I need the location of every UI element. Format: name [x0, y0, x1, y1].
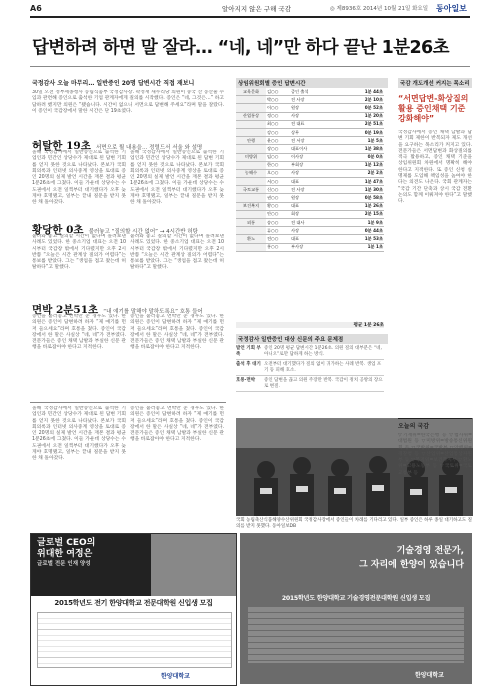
table-cell: [236, 227, 266, 235]
table-cell: 송○○: [266, 219, 290, 227]
table-cell: 부회장: [290, 161, 358, 169]
table-cell: 대표: [290, 178, 358, 186]
table-cell: 외통: [236, 219, 266, 227]
table-row: [236, 137, 384, 145]
problem-text: 증인 20명 평균 답변시간 1분26초. 의원 질의 대부분은 “네, 아니오”로만 답하게 하는 방식.: [264, 346, 382, 357]
table-row: [236, 120, 384, 128]
table-cell: 1분 5초: [358, 137, 384, 145]
photo-caption: 국회 농림축산식품해양수산위원회 국정감사장에서 증인들이 차례를 기다리고 있다. 일부 증인은 하루 종일 대기하고도 질의를 받지 못했다. 동아일보DB: [236, 518, 472, 529]
table-cell: 0분 44초: [358, 227, 384, 235]
section-2-subtitle: 불러놓고 “질의할 시간 없어” → 4시간반 허탕: [88, 229, 198, 235]
problem-label: 발언 기회 부족: [236, 346, 261, 357]
table-cell: 장○○: [266, 145, 290, 153]
ad-left-image: [151, 534, 236, 596]
table-row: [236, 104, 384, 112]
table-cell: 미방위: [236, 153, 266, 161]
problem-row: [236, 376, 384, 392]
problem-label: 호통·면박: [236, 378, 256, 383]
table-cell: 대표이사: [290, 145, 358, 153]
table-row: [236, 235, 384, 243]
table-row: [236, 243, 384, 251]
left-divider: [30, 402, 226, 403]
table-cell: 김○○: [266, 88, 290, 96]
table-cell: [236, 178, 266, 186]
sidebar-title: 국감 개도개선 커지는 목소리: [398, 78, 472, 88]
problem-text: 증인 답변을 끊고 의원 주장만 반복. 국감이 정치 공방의 장으로 변질.: [264, 378, 383, 389]
headline-divider: [30, 66, 470, 67]
section-2-title: 황당한 0초: [32, 224, 84, 236]
problems-list: [236, 344, 384, 392]
table-cell: 0분 58초: [358, 194, 384, 202]
table-cell: 2분 51초: [358, 120, 384, 128]
table-cell: 안○○: [266, 210, 290, 218]
table-cell: 박○○: [266, 96, 290, 104]
second-article-title: 오늘의 국감: [398, 418, 472, 430]
table-cell: 전 대사: [290, 219, 358, 227]
table-cell: 전 사장: [290, 186, 358, 194]
table-cell: 1분 26초: [358, 202, 384, 210]
section-2-col-1: 불려와 놓고 질의할 시간이 없다며 돌려보낸 사례도 있었다. 한 중소기업 대표는 오전 10시부터 국감장 밖에서 기다렸지만 오후 2시 반쯤 “오늘은 시간 관계상 질의가 어렵다”는 통보를 받았다. 그는 “생업을 접고 왔는데 허탈하다”고 말했다.: [32, 234, 126, 271]
table-row: [236, 178, 384, 186]
table-cell: 교육문화: [236, 88, 266, 96]
problems-title: 국정감사 일반증인 대상 신문의 주요 문제점: [236, 334, 388, 344]
table-cell: [236, 161, 266, 169]
table-cell: 부사장: [290, 243, 358, 251]
table-cell: 오○○: [266, 169, 290, 177]
article-cont-col-1: 올해 국정감사에서 일반증인으로 출석한 기업인과 민간인 상당수가 제대로 된 답변 기회를 얻지 못한 것으로 나타났다. 본보가 국회 회의록과 인터넷 의사중계 영상을 토대로 증인 20명의 실제 발언 시간을 재본 결과 평균 1분26초에 그쳤다. 이들 가운데 상당수는 수도권에서 오전 일찍부터 대기했다가 오후 늦게야 호명됐고, 일부는 끝내 질문을 받지 못한 채 돌아갔다.: [32, 406, 126, 462]
table-cell: 2분 10초: [358, 96, 384, 104]
table-cell: 1분 53초: [358, 235, 384, 243]
table-cell: 0분 52초: [358, 104, 384, 112]
table-cell: 이○○: [266, 104, 290, 112]
table-cell: [236, 194, 266, 202]
table-cell: [236, 243, 266, 251]
answer-time-table: [236, 88, 384, 252]
section-1-col-1: 올해 국정감사에서 일반증인으로 출석한 기업인과 민간인 상당수가 제대로 된 답변 기회를 얻지 못한 것으로 나타났다. 본보가 국회 회의록과 인터넷 의사중계 영상을 토대로 증인 20명의 실제 발언 시간을 재본 결과 평균 1분26초에 그쳤다. 이들 가운데 상당수는 수도권에서 오전 일찍부터 대기했다가 오후 늦게야 호명됐고, 일부는 끝내 질문을 받지 못한 채 돌아갔다.: [32, 150, 126, 206]
article-kicker: 국정감사 오늘 마무리… 일반증인 20명 답변시간 직접 재보니: [32, 80, 195, 87]
table-cell: 최○○: [266, 120, 290, 128]
table-cell: 1분 47초: [358, 178, 384, 186]
table-cell: 상무: [290, 128, 358, 136]
table-cell: 1분 44초: [358, 88, 384, 96]
table-cell: [236, 96, 266, 104]
table-cell: 1분 12초: [358, 161, 384, 169]
table-cell: 윤○○: [266, 137, 290, 145]
table-row: [236, 219, 384, 227]
section-3-title: 면박 2분51초: [32, 304, 99, 316]
table-cell: 2분 2초: [358, 169, 384, 177]
table-row: [236, 227, 384, 235]
second-article: [398, 418, 472, 531]
section-1-title: 허탈한 19초: [32, 140, 91, 152]
table-cell: 농해수: [236, 169, 266, 177]
table-footer: 평균 1분 26초: [236, 322, 384, 328]
ad-right-schedule-table: [248, 607, 464, 663]
table-cell: 전 대표: [290, 120, 358, 128]
table-cell: 강○○: [266, 128, 290, 136]
table-cell: 사장: [290, 112, 358, 120]
table-row: [236, 128, 384, 136]
sidebar-body: 국정감사에서 증인 채택 남발과 답변 기회 제한이 반복되자 제도 개선을 요구하는 목소리가 커지고 있다. 전문가들은 서면답변과 화상질의를 적극 활용하고, 증인 채택 기준을 상임위원회 차원에서 명확히 해야 한다고 지적한다. 또 증인 신청 실명제를 도입해 책임성을 높여야 한다는 의견도 나온다. 국회 관계자는 “국감 기간 단축과 상시 국감 전환 논의도 함께 이뤄져야 한다”고 말했다.: [398, 130, 472, 205]
table-cell: 보건복지: [236, 202, 266, 210]
table-row: [236, 96, 384, 104]
table-cell: 대표: [290, 202, 358, 210]
problem-label: 출석 후 대기: [236, 362, 261, 367]
ad-right-line1: 기술경영 전문가,: [396, 546, 464, 556]
article-intro: 30일 오전 정부세종청사 농림식품부 국정감사장. 곽정재 새누리당 의원이 중국 산 농산물 수입과 관련해 증인으로 출석한 기업 관계자에게 질의를 시작했다. 증인은 “네, 그것은…” 하고 답하려 했지만 의원은 “됐습니다. 시간이 없으니 서면으로 답변해 주세요”라며 말을 잘랐다. 이 증인이 국감장에서 말한 시간은 단 19초였다.: [32, 90, 224, 114]
ad-left-banner: [31, 534, 151, 596]
issue-date: ◎ 제8936호 2014년 10월 21일 화요일: [330, 6, 429, 12]
ad-left-line3: 글로벌 전문 인재 양성: [37, 561, 91, 567]
ad-right-title: 2015학년도 한양대학교 기술경영전문대학원 신입생 모집: [281, 595, 431, 602]
table-cell: 회장: [290, 210, 358, 218]
problem-row: [236, 360, 384, 376]
table-cell: 국토교통: [236, 186, 266, 194]
table-cell: 0분 19초: [358, 128, 384, 136]
table-row: [236, 194, 384, 202]
table-row: [236, 169, 384, 177]
table-cell: 안행: [236, 137, 266, 145]
section-1-subtitle: 서면으로 뭘 내용을… 정렬드서 서울 와 설명: [95, 145, 203, 151]
section-slogan: 알아지지 않은 구해 국감: [222, 5, 291, 13]
table-cell: 한○○: [266, 161, 290, 169]
table-cell: 1분 38초: [358, 145, 384, 153]
university-ad-left: [30, 533, 237, 686]
sidebar-headline: “서면답변-화상질의 활용 증인채택 기준 강화해야”: [398, 94, 469, 123]
university-ad-right: [240, 533, 472, 684]
page-number: A6: [30, 4, 42, 13]
ad-right-line2: 그 자리에 한양이 있습니다: [358, 560, 464, 570]
table-cell: 1분 20초: [358, 112, 384, 120]
table-cell: 원장: [290, 194, 358, 202]
header-rule: [30, 16, 470, 18]
problem-row: [236, 344, 384, 360]
ad-left-line1: 글로벌 CEO의: [37, 538, 96, 548]
table-cell: 원장: [290, 104, 358, 112]
ad-right-logo: 한양대학교: [415, 672, 444, 679]
main-headline: 답변하려 하면 말 잘라… “네, 네”만 하다 끝난 1분26초: [32, 38, 449, 58]
table-cell: 이사장: [290, 153, 358, 161]
table-cell: 전○○: [266, 235, 290, 243]
table-row: [236, 210, 384, 218]
table-cell: 0분 0초: [358, 153, 384, 161]
table-cell: [236, 145, 266, 153]
table-cell: 환노: [236, 235, 266, 243]
table-cell: 1분 30초: [358, 186, 384, 194]
problem-text: 오전부터 대기했다가 질의 없이 귀가하는 사례 반복. 생업 포기 등 피해 호소.: [264, 362, 382, 373]
table-cell: 홍○○: [266, 243, 290, 251]
table-cell: [236, 104, 266, 112]
second-article-body: ▽기재위=한국은행 등 ▽법사위=대법원 등 ▽미방위=방송통신위원회 등 ▽국방위=국방부 ▽안행위=경찰청 등 ▽산업위=산업통상자원부 등 ▽복지위=보건복지부 ▽환노위=고용노동부 등 ▽국토위=국토교통부 등: [398, 433, 472, 476]
table-row: [236, 145, 384, 153]
table-cell: 사장: [290, 227, 358, 235]
table-cell: 류○○: [266, 227, 290, 235]
table-row: [236, 112, 384, 120]
table-cell: 전 사장: [290, 96, 358, 104]
table-row: [236, 153, 384, 161]
ad-left-title: 2015학년도 전기 한양대학교 전문대학원 신입생 모집: [54, 599, 213, 607]
table-row: [236, 186, 384, 194]
table-cell: 증인 출석: [290, 88, 358, 96]
table-cell: 정○○: [266, 112, 290, 120]
table-cell: [236, 128, 266, 136]
table-cell: 임○○: [266, 153, 290, 161]
article-cont-col-2: 증인을 불러놓고 면박만 준 경우도 있다. 한 의원은 증인이 답변하려 하자 “제 얘기를 먼저 들으세요”라며 호통을 쳤다. 증인이 국감장에서 한 말은 사실상 “네, 네”가 전부였다. 전문가들은 증인 채택 남발과 부실한 신문 관행을 바로잡아야 한다고 지적한다.: [130, 406, 224, 443]
table-cell: 사장: [290, 169, 358, 177]
table-cell: 1분 9초: [358, 219, 384, 227]
section-3-subtitle: “내 얘기를 말해야 말하도록요” 호통 들어: [103, 309, 203, 315]
newspaper-logo: 동아일보: [436, 4, 467, 13]
section-3-col-2: 증인을 불러놓고 면박만 준 경우도 있다. 한 의원은 증인이 답변하려 하자 “제 얘기를 먼저 들으세요”라며 호통을 쳤다. 증인이 국감장에서 한 말은 사실상 “네, 네”가 전부였다. 전문가들은 증인 채택 남발과 부실한 신문 관행을 바로잡아야 한다고 지적한다.: [130, 314, 224, 351]
table-row: [236, 202, 384, 210]
table-cell: 황○○: [266, 202, 290, 210]
table-cell: 대표: [290, 235, 358, 243]
table-cell: [236, 120, 266, 128]
section-1-col-2: 올해 국정감사에서 일반증인으로 출석한 기업인과 민간인 상당수가 제대로 된 답변 기회를 얻지 못한 것으로 나타났다. 본보가 국회 회의록과 인터넷 의사중계 영상을 토대로 증인 20명의 실제 발언 시간을 재본 결과 평균 1분26초에 그쳤다. 이들 가운데 상당수는 수도권에서 오전 일찍부터 대기했다가 오후 늦게야 호명됐고, 일부는 끝내 질문을 받지 못한 채 돌아갔다.: [130, 150, 224, 206]
table-row: [236, 88, 384, 96]
table-cell: 전 서장: [290, 137, 358, 145]
section-3-col-1: 증인을 불러놓고 면박만 준 경우도 있다. 한 의원은 증인이 답변하려 하자 “제 얘기를 먼저 들으세요”라며 호통을 쳤다. 증인이 국감장에서 한 말은 사실상 “네, 네”가 전부였다. 전문가들은 증인 채택 남발과 부실한 신문 관행을 바로잡아야 한다고 지적한다.: [32, 314, 126, 351]
sidebar-box: [398, 78, 472, 318]
table-cell: 1분 1초: [358, 243, 384, 251]
table-cell: 2분 15초: [358, 210, 384, 218]
table-cell: 신○○: [266, 186, 290, 194]
table-title: 상임위원회별 증인 답변시간: [236, 78, 388, 88]
section-2-col-2: 불려와 놓고 질의할 시간이 없다며 돌려보낸 사례도 있었다. 한 중소기업 대표는 오전 10시부터 국감장 밖에서 기다렸지만 오후 2시 반쯤 “오늘은 시간 관계상 질의가 어렵다”는 통보를 받았다. 그는 “생업을 접고 왔는데 허탈하다”고 말했다.: [130, 234, 224, 271]
ad-left-logo: 한양대학교: [161, 673, 190, 680]
table-cell: 서○○: [266, 178, 290, 186]
table-row: [236, 161, 384, 169]
ad-left-line2: 위대한 여정은: [37, 549, 93, 559]
ad-left-schedule-table: [37, 612, 232, 668]
table-cell: 산업통상: [236, 112, 266, 120]
table-cell: [236, 210, 266, 218]
table-cell: 권○○: [266, 194, 290, 202]
